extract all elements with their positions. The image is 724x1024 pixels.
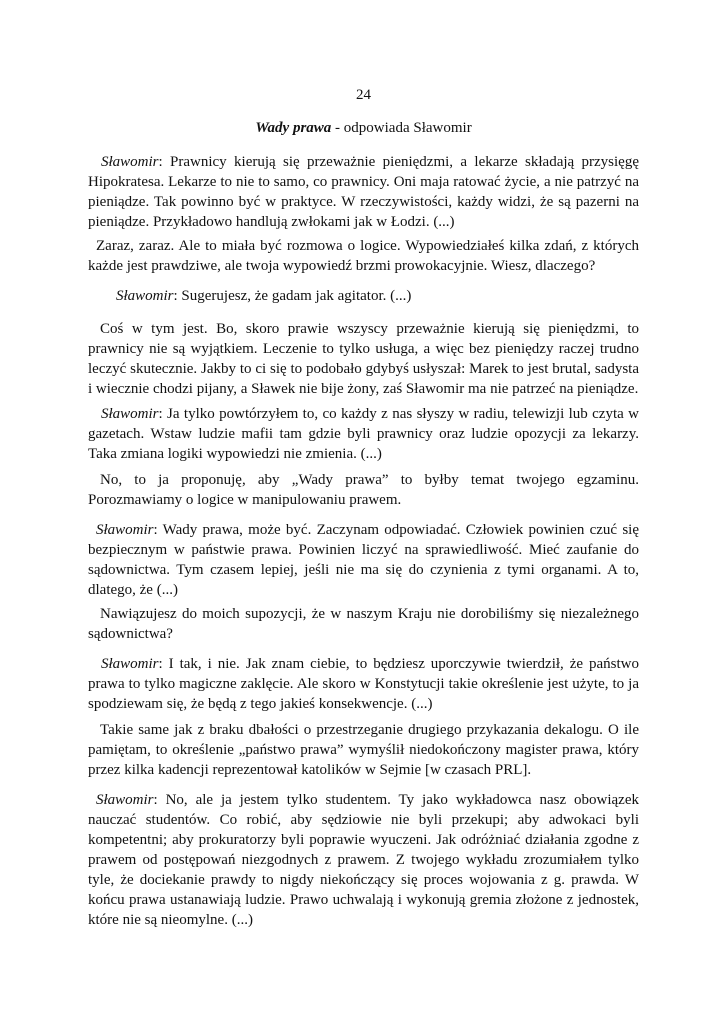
speaker-name: Sławomir	[96, 522, 154, 538]
section-title-rest: - odpowiada Sławomir	[331, 120, 472, 136]
paragraph-text: : I tak, i nie. Jak znam ciebie, to będziesz uporczywie twierdził, że państwo prawa to tylko magiczne zaklęcie. Ale skoro w Konstytucji takie określenie jest użyte, to ja spodziewam się, że będą z tego jakieś konsekwencje. (...)	[88, 656, 639, 712]
section-title-main: Wady prawa	[255, 120, 332, 136]
paragraph-text: Coś w tym jest. Bo, skoro prawie wszyscy przeważnie kierują się pieniędzmi, to prawnicy nie są wyjątkiem. Leczenie to tylko usługa, a więc bez pieniędzy raczej trudno leczyć skutecznie. Jakby to ci się to podobało gdybyś usłyszał: Marek to jest brutal, sadysta i wiecznie chodzi pijany, a Sławek nie bije żony, zaś Sławomir ma nie patrzeć na pieniądze.	[88, 321, 639, 397]
page-number: 24	[356, 87, 371, 103]
paragraph-text: : Prawnicy kierują się przeważnie pieniędzmi, a lekarze składają przysięgę Hipokratesa. Lekarze to nie to samo, co prawnicy. Oni maja ratować życie, a nie patrzyć na pieniądze. Tak powinno być w praktyce. W rzeczywistości, każdy widzi, że są pazerni na pieniądze. Przykładowo handlują zwłokami jak w Łodzi. (...)	[88, 154, 639, 230]
paragraph-5	[88, 404, 639, 464]
speaker-name: Sławomir	[101, 154, 159, 170]
paragraph-text: No, to ja proponuję, aby „Wady prawa” to byłby temat twojego egzaminu. Porozmawiamy o logice w manipulowaniu prawem.	[88, 472, 639, 508]
paragraph-8	[88, 604, 639, 644]
paragraph-text: : Wady prawa, może być. Zaczynam odpowiadać. Człowiek powinien czuć się bezpiecznym w państwie prawa. Powinien liczyć na sprawiedliwość. Mieć zaufanie do sądownictwa. Tym czasem lepiej, jeśli nie ma się do czynienia z tymi organami. A to, dlatego, że (...)	[88, 522, 639, 598]
speaker-name: Sławomir	[96, 792, 154, 808]
paragraph-1	[88, 152, 639, 232]
paragraph-11	[88, 790, 639, 930]
paragraph-text: : Ja tylko powtórzyłem to, co każdy z nas słyszy w radiu, telewizji lub czyta w gazetach. Wstaw ludzie mafii tam gdzie byli prawnicy oraz ludzie opozycji za lekarzy. Taka zmiana logiki wypowiedzi nie zmienia. (...)	[88, 406, 639, 462]
paragraph-text: : No, ale ja jestem tylko studentem. Ty jako wykładowca nasz obowiązek nauczać studentów. Co robić, aby sędziowie nie byli przekupi; aby adwokaci byli kompetentni; aby prokuratorzy byli poprawie wyuczeni. Jak odróżniać działania zgodne z prawem od postępowań niezgodnych z prawem. Z twojego wykładu zrozumiałem tylko tyle, że dociekanie prawdy to nigdy niekończący się proces wojowania z g. prawda. W końcu prawa ustanawiają ludzie. Prawo uchwalają i wykonują gremia złożone z jednostek, które nie są nieomylne. (...)	[88, 792, 639, 928]
speaker-name: Sławomir	[101, 656, 159, 672]
section-title	[88, 119, 639, 138]
paragraph-2	[88, 236, 639, 276]
paragraph-9	[88, 654, 639, 714]
paragraph-text: Nawiązujesz do moich supozycji, że w naszym Kraju nie dorobiliśmy się niezależnego sądownictwa?	[88, 606, 639, 642]
paragraph-3	[88, 286, 639, 306]
paragraph-4	[88, 319, 639, 399]
speaker-name: Sławomir	[101, 406, 159, 422]
paragraph-text: Takie same jak z braku dbałości o przestrzeganie drugiego przykazania dekalogu. O ile pamiętam, to określenie „państwo prawa” wymyślił niedokończony magister prawa, który przez kilka kadencji reprezentował katolików w Sejmie [w czasach PRL].	[88, 722, 639, 778]
speaker-name: Sławomir	[116, 288, 174, 304]
paragraph-7	[88, 520, 639, 600]
paragraph-6	[88, 470, 639, 510]
paragraph-10	[88, 720, 639, 780]
paragraph-text: Zaraz, zaraz. Ale to miała być rozmowa o logice. Wypowiedziałeś kilka zdań, z których każde jest prawdziwe, ale twoja wypowiedź brzmi prowokacyjnie. Wiesz, dlaczego?	[88, 238, 639, 274]
paragraph-text: : Sugerujesz, że gadam jak agitator. (...)	[173, 288, 412, 304]
